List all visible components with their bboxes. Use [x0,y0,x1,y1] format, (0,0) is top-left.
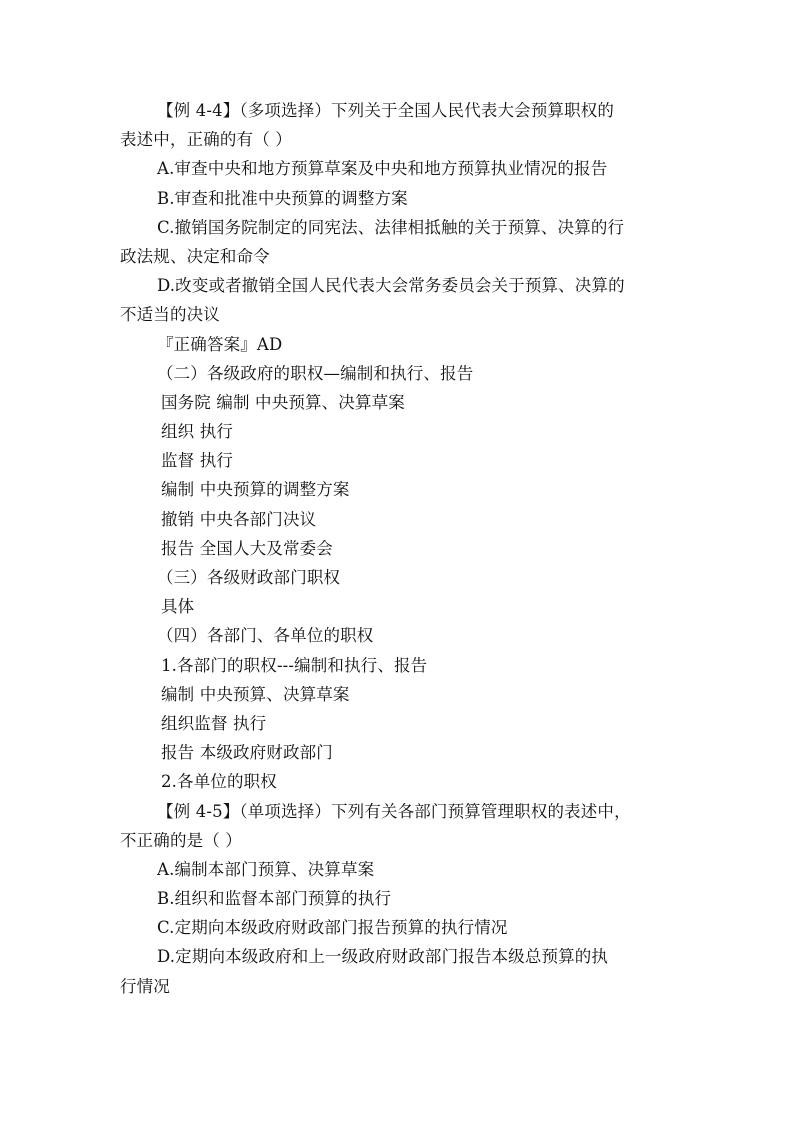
note-line-revoke: 撤销 中央各部门决议 [161,509,317,529]
option-d-4-5-line-2: 行情况 [120,976,170,996]
example-4-5-question-line-1: 【例 4-5】（单项选择）下列有关各部门预算管理职权的表述中， [157,801,631,821]
note-line-department-compile: 编制 中央预算、决算草案 [161,684,350,704]
note-line-specific: 具体 [161,597,195,617]
document-body [120,96,680,1001]
note-line-department-report: 报告 本级政府财政部门 [161,743,333,763]
example-4-4-question-line-1: 【例 4-4】（多项选择）下列关于全国人民代表大会预算职权的 [157,101,615,120]
option-a-4-4: A.审查中央和地方预算草案及中央和地方预算执业情况的报告 [157,159,608,179]
note-line-supervise: 监督 执行 [161,451,233,471]
option-c-4-5: C.定期向本级政府财政部门报告预算的执行情况 [157,918,508,938]
subheading-department-powers: 1.各部门的职权---编制和执行、报告 [161,655,428,675]
example-4-4-question-line-2: 表述中，正确的有（ ） [120,130,292,150]
option-d-4-4-line-1: D.改变或者撤销全国人民代表大会常务委员会关于预算、决算的 [157,276,625,296]
section-heading-finance-departments: （三）各级财政部门职权 [157,568,341,587]
section-heading-departments-units: （四）各部门、各单位的职权 [157,626,374,646]
note-line-report-npc: 报告 全国人大及常委会 [161,538,333,558]
option-b-4-5: B.组织和监督本部门预算的执行 [157,889,392,909]
note-line-department-supervise: 组织监督 执行 [161,713,267,733]
option-d-4-5-line-1: D.定期向本级政府和上一级政府财政部门报告本级总预算的执 [157,947,609,967]
answer-4-4: 『正确答案』AD [157,334,283,354]
note-line-state-council: 国务院 编制 中央预算、决算草案 [161,392,405,412]
example-4-5-question-line-2: 不正确的是（ ） [120,830,242,850]
note-line-adjustment: 编制 中央预算的调整方案 [161,480,350,500]
section-heading-government-powers: （二）各级政府的职权—编制和执行、报告 [157,363,474,383]
option-c-4-4-line-1: C.撤销国务院制定的同宪法、法律相抵触的关于预算、决算的行 [157,217,625,237]
option-c-4-4-line-2: 政法规、决定和命令 [120,246,270,266]
note-line-organize: 组织 执行 [161,422,233,442]
option-d-4-4-line-2: 不适当的决议 [120,305,220,325]
option-a-4-5: A.编制本部门预算、决算草案 [157,859,375,879]
subheading-unit-powers: 2.各单位的职权 [161,772,277,792]
option-b-4-4: B.审查和批准中央预算的调整方案 [157,188,408,208]
